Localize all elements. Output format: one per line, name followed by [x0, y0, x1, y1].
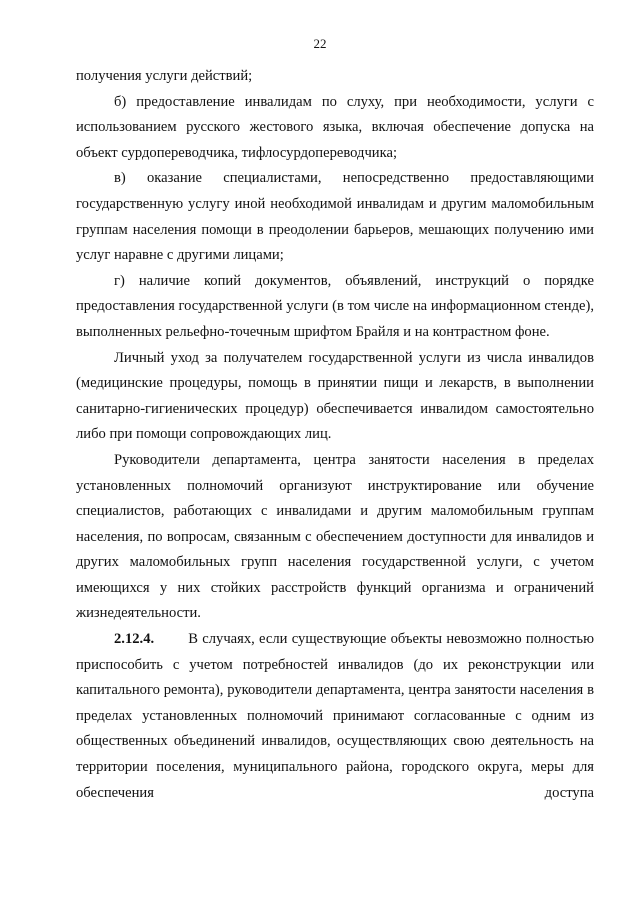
paragraph-item-v: в) оказание специалистами, непосредственно предоставляющими государственную услугу иной необходимой инвалидам и другим маломобильным группам населения помощи в преодолении барьеров, мешающих получению ими услуг наравне с другими лицами; [76, 170, 594, 264]
paragraph-instruction: Руководители департамента, центра занятости населения в пределах установленных полномочий организуют инструктирование или обучение специалистов, работающих с инвалидами и другим маломобильным группам населения, по вопросам, связанным с обеспечением доступности для инвалидов и других маломобильных групп населения государственной услуги, с учетом имеющихся у них стойких расстройств функций организма и ограничений жизнедеятельности. [76, 451, 594, 622]
paragraph-item-g: г) наличие копий документов, объявлений, инструкций о порядке предоставления государственной услуги (в том числе на информационном стенде), выполненных рельефно-точечным шрифтом Брайля и на контрастном фоне. [76, 272, 594, 340]
page-number: 22 [313, 36, 327, 51]
clause-text: В случаях, если существующие объекты невозможно полностью приспособить с учетом потребностей инвалидов (до их реконструкции или капитального ремонта), руководители департамента, центра занятости населения в пределах установленных полномочий принимают согласованные с одним из общественных объединений инвалидов, осуществляющих свою деятельность на территории поселения, муниципального района, городского округа, меры для обеспечения доступа [76, 631, 594, 801]
document-body [76, 64, 594, 806]
paragraph-item-b: б) предоставление инвалидам по слуху, при необходимости, услуги с использованием русского жестового языка, включая обеспечение допуска на объект сурдопереводчика, тифлосурдопереводчика; [76, 93, 594, 161]
paragraph-clause-2-12-4 [76, 627, 594, 806]
paragraph-personal-care: Личный уход за получателем государственной услуги из числа инвалидов (медицинские процедуры, помощь в принятии пищи и лекарств, в выполнении санитарно-гигиенических процедур) обеспечивается инвалидом самостоятельно либо при помощи сопровождающих лиц. [76, 349, 594, 443]
paragraph-continuation: получения услуги действий; [76, 68, 253, 84]
clause-number: 2.12.4. [114, 631, 155, 648]
